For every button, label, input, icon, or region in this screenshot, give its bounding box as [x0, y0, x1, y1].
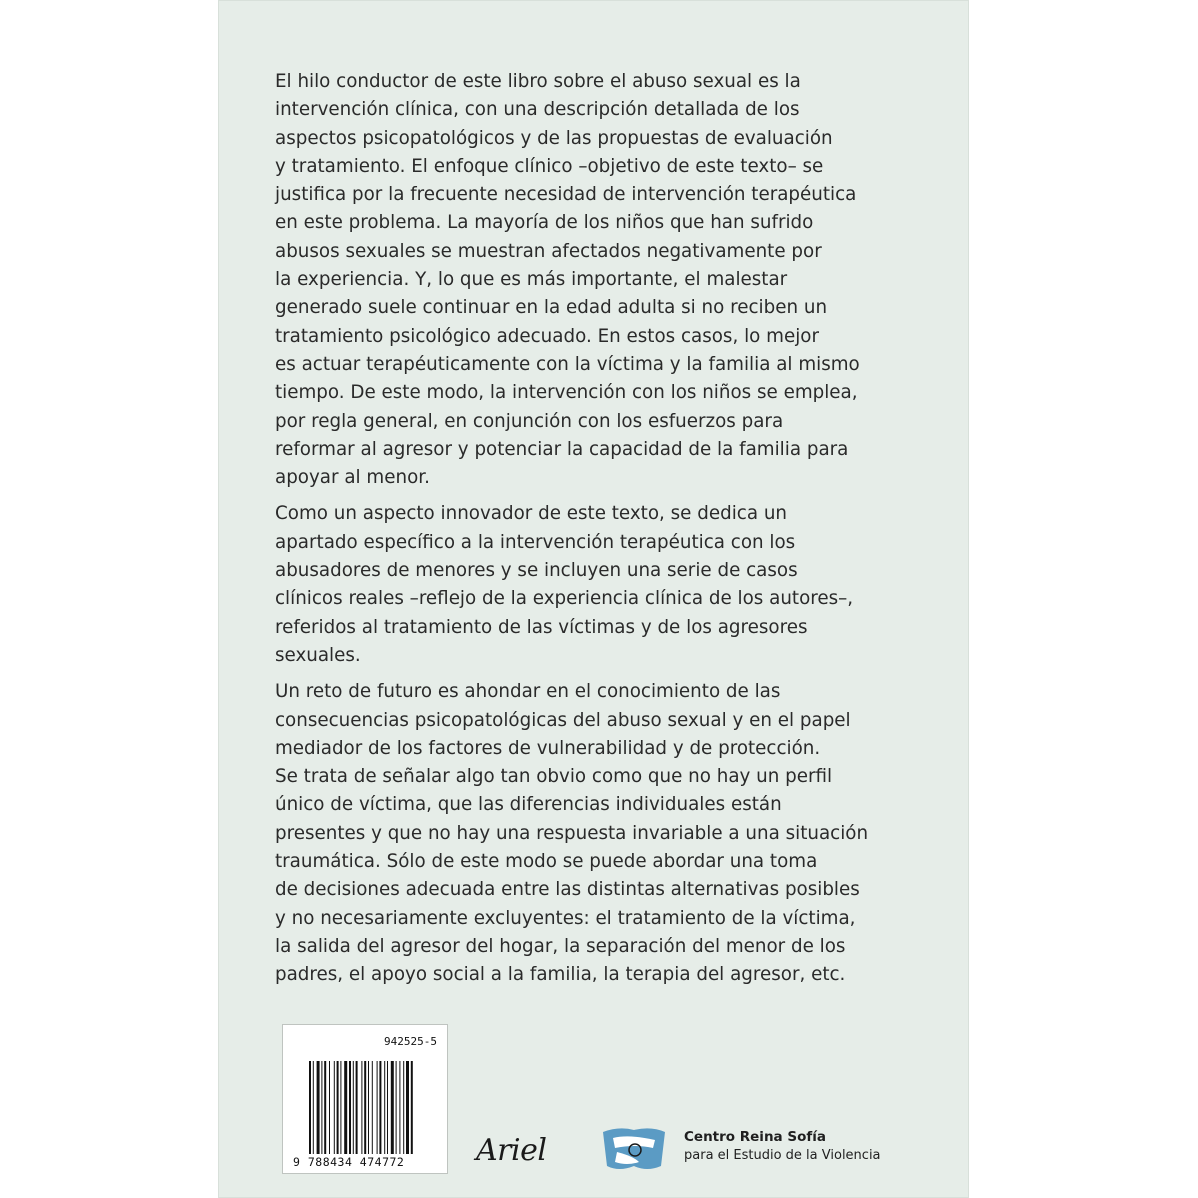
- text-line: aspectos psicopatológicos y de las propuestas de evaluación: [275, 127, 833, 149]
- text-line: la experiencia. Y, lo que es más importante, el malestar: [275, 269, 788, 291]
- text-line: en este problema. La mayoría de los niños que han sufrido: [275, 212, 814, 234]
- text-line: sexuales.: [275, 644, 361, 666]
- text-line: generado suele continuar en la edad adulta si no reciben un: [275, 297, 828, 319]
- centro-subtitle: para el Estudio de la Violencia: [684, 1148, 881, 1163]
- text-line: es actuar terapéuticamente con la víctima y la familia al mismo: [275, 353, 860, 375]
- text-line: y tratamiento. El enfoque clínico –objetivo de este texto– se: [275, 155, 824, 177]
- text-line: referidos al tratamiento de las víctimas y de los agresores: [275, 616, 808, 638]
- paragraph-2: [275, 500, 855, 670]
- barcode-top-code: 942525-5: [384, 1035, 437, 1048]
- text-line: Como un aspecto innovador de este texto, se dedica un: [275, 503, 788, 525]
- barcode-image: [309, 1061, 437, 1154]
- publisher-logo-ariel: Ariel: [476, 1133, 547, 1168]
- centro-name: Centro Reina Sofía: [684, 1129, 826, 1145]
- text-line: consecuencias psicopatológicas del abuso sexual y en el papel: [275, 709, 851, 731]
- text-line: El hilo conductor de este libro sobre el abuso sexual es la: [275, 71, 801, 92]
- barcode-box: [282, 1024, 448, 1174]
- text-line: de decisiones adecuada entre las distintas alternativas posibles: [275, 879, 860, 901]
- paragraph-1: [275, 68, 860, 492]
- text-line: justifica por la frecuente necesidad de intervención terapéutica: [275, 184, 857, 206]
- text-line: traumática. Sólo de este modo se puede abordar una toma: [275, 851, 818, 873]
- text-line: intervención clínica, con una descripción detallada de los: [275, 99, 800, 121]
- text-line: reformar al agresor y potenciar la capacidad de la familia para: [275, 438, 849, 460]
- text-line: la salida del agresor del hogar, la separación del menor de los: [275, 935, 846, 957]
- text-line: padres, el apoyo social a la familia, la terapia del agresor, etc.: [275, 964, 846, 986]
- text-line: mediador de los factores de vulnerabilidad y de protección.: [275, 737, 821, 759]
- text-line: y no necesariamente excluyentes: el tratamiento de la víctima,: [275, 907, 856, 929]
- barcode-digits: 9 788434 474772: [293, 1155, 405, 1169]
- text-line: Un reto de futuro es ahondar en el conocimiento de las: [275, 681, 781, 703]
- centro-reina-sofia-logo-icon: [599, 1126, 669, 1172]
- text-line: abusos sexuales se muestran afectados negativamente por: [275, 240, 822, 262]
- text-line: apoyar al menor.: [275, 467, 430, 489]
- text-line: tratamiento psicológico adecuado. En estos casos, lo mejor: [275, 325, 819, 347]
- text-line: apartado específico a la intervención terapéutica con los: [275, 531, 796, 553]
- text-line: único de víctima, que las diferencias individuales están: [275, 794, 782, 816]
- paragraph-3: [275, 678, 869, 989]
- text-line: por regla general, en conjunción con los esfuerzos para: [275, 410, 784, 432]
- back-cover-text: [275, 68, 869, 998]
- text-line: tiempo. De este modo, la intervención con los niños se emplea,: [275, 382, 858, 404]
- text-line: presentes y que no hay una respuesta invariable a una situación: [275, 822, 869, 844]
- text-line: abusadores de menores y se incluyen una serie de casos: [275, 560, 798, 582]
- text-line: clínicos reales –reflejo de la experiencia clínica de los autores–,: [275, 588, 854, 610]
- text-line: Se trata de señalar algo tan obvio como que no hay un perfil: [275, 766, 833, 788]
- centro-reina-sofia-block: [684, 1128, 881, 1165]
